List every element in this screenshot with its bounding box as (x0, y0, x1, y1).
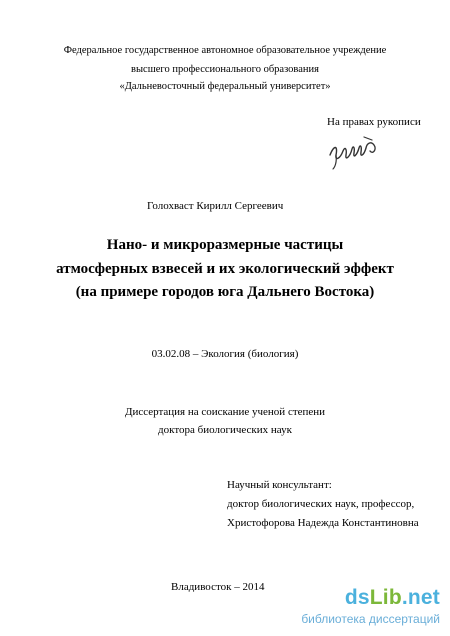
dissertation-title-line-2: атмосферных взвесей и их экологический эффект (56, 261, 394, 277)
author-name: Голохваст Кирилл Сергеевич (147, 200, 284, 212)
institution-line-1: Федеральное государственное автономное образовательное учреждение (63, 45, 387, 56)
dslib-logo[interactable]: dsLib.net (344, 586, 440, 609)
specialty-code: 03.02.08 – Экология (биология) (151, 348, 299, 360)
dissertation-title-line-3: (на примере городов юга Дальнего Востока) (75, 284, 375, 300)
degree-line-2: доктора биологических наук (158, 424, 292, 436)
advisor-label: Научный консультант: (227, 479, 332, 491)
institution-line-2: высшего профессионального образования (131, 64, 319, 75)
dslib-tagline: библиотека диссертаций (301, 612, 440, 626)
signature-image (326, 131, 386, 171)
advisor-name: Христофорова Надежда Константиновна (227, 517, 419, 529)
manuscript-note: На правах рукописи (327, 116, 421, 128)
footer-city-year: Владивосток – 2014 (171, 581, 265, 592)
advisor-credentials: доктор биологических наук, профессор, (227, 498, 415, 510)
dissertation-title-line-1: Нано- и микроразмерные частицы (106, 237, 344, 253)
degree-line-1: Диссертация на соискание ученой степени (124, 406, 326, 418)
institution-line-3: «Дальневосточный федеральный университет» (119, 81, 331, 92)
